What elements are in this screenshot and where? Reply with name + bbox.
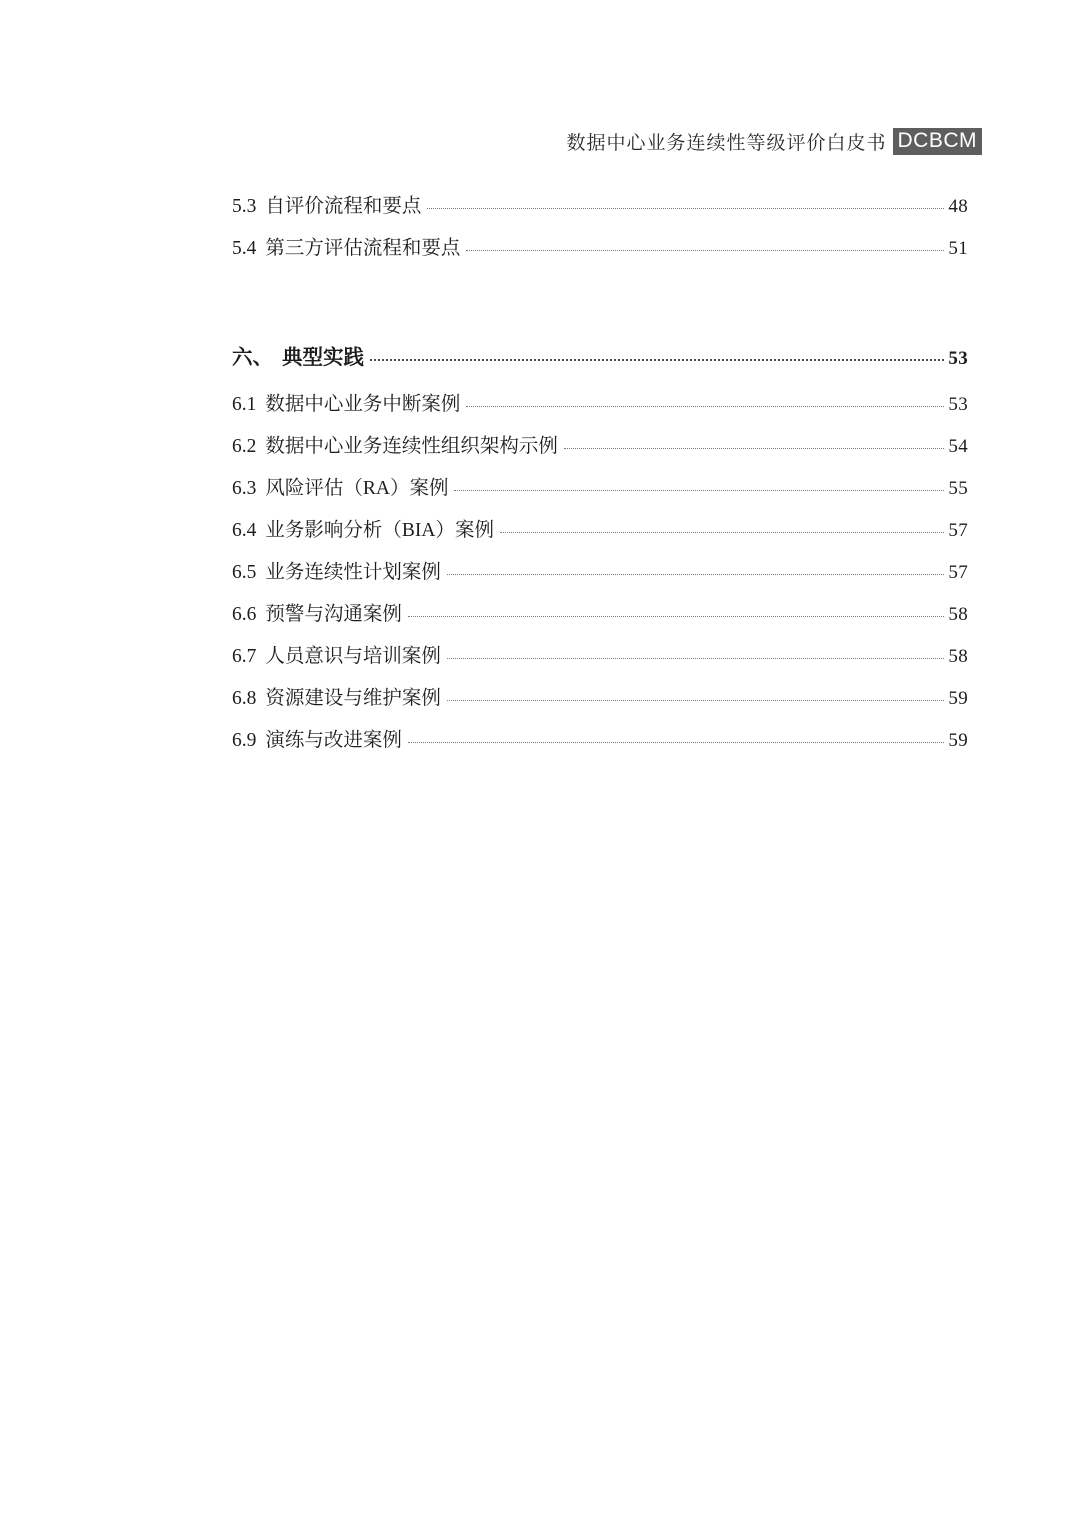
toc-leader-dots [466, 406, 944, 407]
toc-entry-number: 6.8 [232, 688, 257, 709]
toc-entry-label: 业务影响分析（BIA）案例 [265, 520, 494, 541]
toc-entry-page: 57 [948, 562, 968, 583]
toc-group-5 [232, 190, 968, 274]
toc-entry-label: 典型实践 [282, 347, 364, 369]
toc-entry-number: 6.9 [232, 730, 257, 751]
toc-entry-page: 58 [948, 604, 968, 625]
table-of-contents [232, 190, 968, 766]
toc-entry-label: 数据中心业务连续性组织架构示例 [265, 436, 558, 457]
toc-leader-dots [447, 658, 945, 659]
toc-leader-dots [408, 742, 945, 743]
toc-leader-dots [454, 490, 944, 491]
toc-entry-label: 风险评估（RA）案例 [265, 478, 449, 499]
toc-entry[interactable] [232, 724, 968, 766]
toc-leader-dots [370, 359, 944, 361]
toc-entry[interactable] [232, 556, 968, 598]
toc-entry-page: 53 [948, 394, 968, 415]
toc-entry-number: 6.2 [232, 436, 257, 457]
toc-leader-dots [500, 532, 944, 533]
toc-entry[interactable] [232, 190, 968, 232]
toc-entry-number: 6.7 [232, 646, 257, 667]
toc-entry-label: 资源建设与维护案例 [265, 688, 441, 709]
toc-entry-label: 数据中心业务中断案例 [265, 394, 461, 415]
toc-entry[interactable] [232, 640, 968, 682]
toc-entry[interactable] [232, 388, 968, 430]
toc-leader-dots [408, 616, 945, 617]
toc-entry[interactable] [232, 472, 968, 514]
toc-entry[interactable] [232, 430, 968, 472]
toc-entry[interactable] [232, 598, 968, 640]
toc-entry-page: 59 [948, 730, 968, 751]
toc-entry-label: 自评价流程和要点 [265, 196, 422, 217]
toc-group-6 [232, 340, 968, 766]
toc-leader-dots [564, 448, 945, 449]
toc-entry-number: 6.6 [232, 604, 257, 625]
toc-entry-number: 5.3 [232, 196, 257, 217]
toc-entry-label: 预警与沟通案例 [265, 604, 402, 625]
toc-leader-dots [447, 574, 945, 575]
toc-entry-page: 55 [948, 478, 968, 499]
toc-entry-number: 6.4 [232, 520, 257, 541]
toc-entry[interactable] [232, 682, 968, 724]
toc-entry-page: 59 [948, 688, 968, 709]
header-badge: DCBCM [893, 128, 983, 155]
toc-entry-section[interactable] [232, 340, 968, 382]
toc-entry-page: 51 [948, 238, 968, 259]
toc-entry-number: 六、 [232, 347, 273, 369]
toc-entry-label: 业务连续性计划案例 [265, 562, 441, 583]
toc-entry-number: 6.5 [232, 562, 257, 583]
toc-entry-number: 5.4 [232, 238, 257, 259]
header-title: 数据中心业务连续性等级评价白皮书 [566, 133, 887, 155]
toc-entry-number: 6.3 [232, 478, 257, 499]
toc-entry-page: 58 [948, 646, 968, 667]
toc-entry-number: 6.1 [232, 394, 257, 415]
toc-entry[interactable] [232, 232, 968, 274]
toc-leader-dots [447, 700, 945, 701]
toc-entry[interactable] [232, 514, 968, 556]
toc-entry-page: 53 [948, 348, 968, 369]
toc-entry-page: 54 [948, 436, 968, 457]
toc-group-spacer [232, 274, 968, 340]
toc-entry-label: 演练与改进案例 [265, 730, 402, 751]
document-header [0, 128, 1080, 155]
toc-entry-page: 57 [948, 520, 968, 541]
toc-entry-label: 第三方评估流程和要点 [265, 238, 461, 259]
toc-entry-label: 人员意识与培训案例 [265, 646, 441, 667]
toc-entry-page: 48 [948, 196, 968, 217]
toc-leader-dots [466, 250, 944, 251]
toc-leader-dots [427, 208, 944, 209]
